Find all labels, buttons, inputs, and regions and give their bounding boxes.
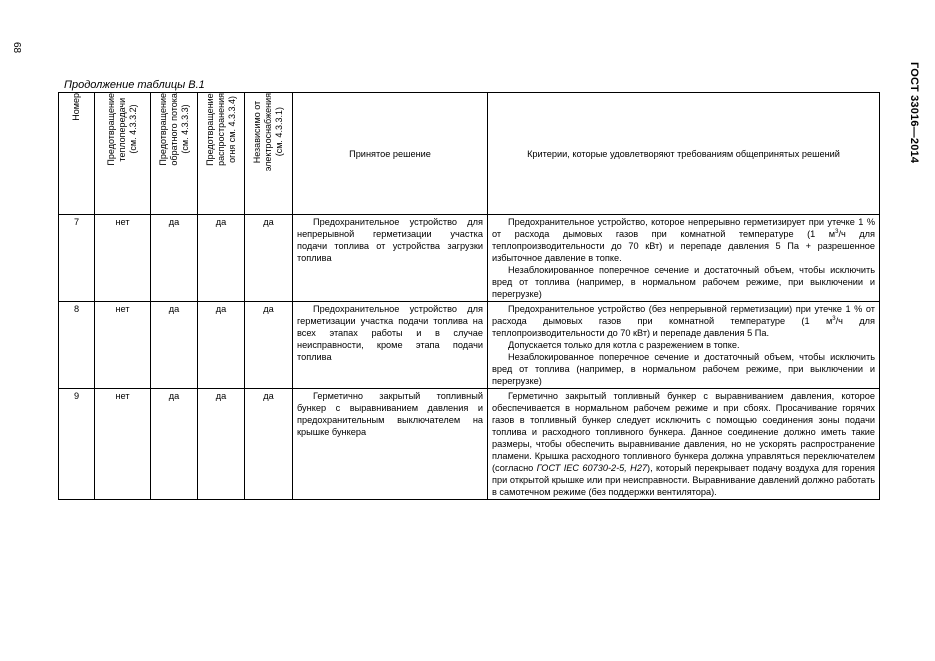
cell-heat: нет (95, 302, 151, 389)
cell-power: да (245, 389, 293, 500)
header-power-independent: Независимо от электроснабжения (см. 4.3.3.1) (245, 93, 293, 215)
row-number: 8 (59, 302, 95, 389)
table-row (59, 389, 880, 500)
table-caption: Продолжение таблицы В.1 (64, 79, 205, 91)
standard-designation: ГОСТ 33016—2014 (908, 62, 920, 164)
cell-power: да (245, 215, 293, 302)
cell-power: да (245, 302, 293, 389)
table-row (59, 215, 880, 302)
row-number: 9 (59, 389, 95, 500)
header-criteria: Критерии, которые удовлетворяют требованиям общепринятых решений (488, 93, 880, 215)
header-fire-spread: Предотвращение распространения огня см. 4.3.3.4) (198, 93, 245, 215)
cell-fire: да (198, 215, 245, 302)
cell-backflow: да (151, 389, 198, 500)
table-header-row (59, 93, 880, 215)
cell-backflow: да (151, 215, 198, 302)
row-number: 7 (59, 215, 95, 302)
cell-criteria: Предохранительное устройство, которое непрерывно герметизирует при утечке 1 % от расхода дымовых газов при комнатной температуре (1 $м^3/ч$ для теплопроизводительности до 70 кВт) и перепаде давления 5 Па + разрешенное избыточное давление в топке. Незаблокированное поперечное сечение и достаточный объем, чтобы исключить вред от топлива (например, в нормальном рабочем режиме, при выключении и перегрузке) (488, 215, 880, 302)
header-solution: Принятое решение (293, 93, 488, 215)
cell-heat: нет (95, 389, 151, 500)
header-number: Номер (59, 93, 95, 215)
cell-fire: да (198, 389, 245, 500)
cell-solution: Предохранительное устройство для непрерывной герметизации участка подачи топлива от устройства загрузки топлива (293, 215, 488, 302)
cell-solution: Герметично закрытый топливный бункер с выравниванием давления и предохранительным выключателем на крышке бункера (293, 389, 488, 500)
cell-fire: да (198, 302, 245, 389)
requirements-table (58, 92, 880, 500)
header-heat-transfer: Предотвращение теплопередачи (см. 4.3.3.2) (95, 93, 151, 215)
cell-solution: Предохранительное устройство для герметизации участка подачи топлива на всех этапах работы и в случае неисправности, кроме этапа подачи топлива (293, 302, 488, 389)
cell-criteria: Герметично закрытый топливный бункер с выравниванием давления, которое обеспечивается в нормальном рабочем режиме и при сбоях. Просачивание горячих газов в топливный бункер следует исключить с помощью соединения зоны подачи топлива и расходного топливного бункера. Данное соединение должно иметь такие размеры, чтобы обеспечить выравнивание давления, но не ускорять распространение пламени. Крышка расходного топливного бункера должна управляться переключателем (согласно ГОСТ IEC 60730-2-5, Н27), который перекрывает подачу воздуха для горения при открытой крышке или при неисправности. Выравнивание давлений должно работать в самотечном режиме (без поддержки вентилятора). (488, 389, 880, 500)
cell-backflow: да (151, 302, 198, 389)
page-number: 68 (11, 42, 22, 54)
cell-criteria: Предохранительное устройство (без непрерывной герметизации) при утечке 1 % от расхода дымовых газов при комнатной температуре (1 $м^3/ч$ для теплопроизводительности до 70 кВт) и перепаде давления 5 Па. Допускается только для котла с разрежением в топке. Незаблокированное поперечное сечение и достаточный объем, чтобы исключить вред от топлива (например, в нормальном рабочем режиме, при выключении и перегрузке) (488, 302, 880, 389)
header-backflow: Предотвращение обратного потока (см. 4.3.3.3) (151, 93, 198, 215)
cell-heat: нет (95, 215, 151, 302)
table-row (59, 302, 880, 389)
